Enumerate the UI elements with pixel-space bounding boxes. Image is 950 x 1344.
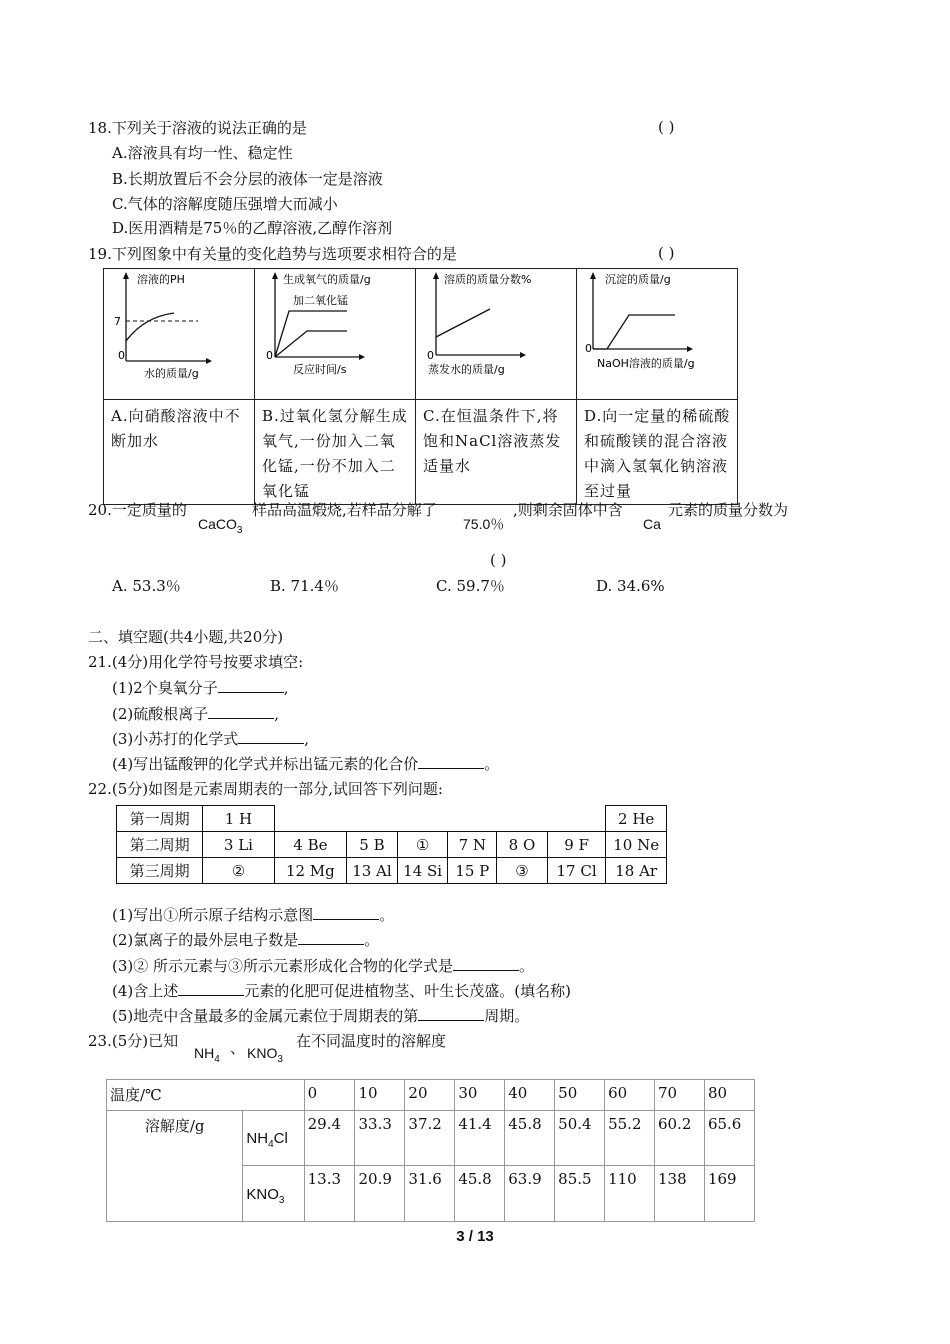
graph-c-caption: C.在恒温条件下,将饱和NaCl溶液蒸发适量水 bbox=[416, 400, 577, 505]
graph-a-caption: A.向硝酸溶液中不断加水 bbox=[104, 400, 255, 505]
q23-sep: 、 bbox=[230, 1039, 246, 1057]
graph-c-ylabel: 溶质的质量分数% bbox=[444, 273, 532, 286]
element-cell: 10 Ne bbox=[606, 832, 667, 858]
element-cell: 13 Al bbox=[347, 858, 398, 884]
q20-stem-c: ,则剩余固体中含 bbox=[513, 501, 623, 519]
table-gap bbox=[274, 806, 606, 832]
q20-option-d: D. 34.6% bbox=[596, 577, 665, 595]
element-cell: 2 He bbox=[606, 806, 667, 832]
element-cell: 5 B bbox=[347, 832, 398, 858]
answer-blank[interactable] bbox=[298, 930, 364, 945]
nh4cl-value: 29.4 bbox=[304, 1111, 355, 1166]
graph-d-ylabel: 沉淀的质量/g bbox=[605, 273, 671, 286]
q21-item-1: (1)2个臭氧分子 , bbox=[112, 679, 289, 697]
kno3-value: 85.5 bbox=[555, 1166, 605, 1222]
kno3-value: 20.9 bbox=[355, 1166, 405, 1222]
solubility-table bbox=[106, 1079, 755, 1222]
graph-a-cell bbox=[104, 269, 255, 400]
q21-item-3: (3)小苏打的化学式 , bbox=[112, 730, 310, 748]
nh4cl-label: $NH_4Cl$ bbox=[243, 1111, 304, 1166]
q20-stem-b: 样品高温煅烧,若样品分解了 bbox=[252, 501, 437, 519]
q22-item-5: (5)地壳中含量最多的金属元素位于周期表的第 周期。 bbox=[112, 1007, 530, 1025]
q20-answer-paren: ( ) bbox=[490, 551, 507, 569]
q22-item-4: (4)含上述 元素的化肥可促进植物茎、叶生长茂盛。(填名称) bbox=[112, 982, 571, 1000]
graph-b-note: 加二氧化锰 bbox=[293, 294, 348, 307]
q20-formula: CaCO$_3$ bbox=[198, 516, 243, 536]
kno3-label: $KNO_3$ bbox=[243, 1166, 304, 1222]
periodic-table bbox=[116, 805, 667, 884]
temp-value: 10 bbox=[355, 1080, 405, 1111]
graph-a-origin: 0 bbox=[118, 349, 125, 362]
element-cell-blank-1: ① bbox=[397, 832, 448, 858]
element-cell: 15 P bbox=[448, 858, 497, 884]
answer-blank[interactable] bbox=[418, 754, 484, 769]
temp-value: 80 bbox=[704, 1080, 754, 1111]
nh4cl-value: 50.4 bbox=[555, 1111, 605, 1166]
element-cell-blank-2: ② bbox=[203, 858, 274, 884]
q23-stem-b: 在不同温度时的溶解度 bbox=[296, 1032, 447, 1050]
q20-option-b: B. 71.4％ bbox=[270, 577, 339, 595]
kno3-value: 63.9 bbox=[505, 1166, 555, 1222]
kno3-value: 45.8 bbox=[455, 1166, 505, 1222]
temp-label: 温度/℃ bbox=[107, 1080, 305, 1111]
kno3-value: 13.3 bbox=[304, 1166, 355, 1222]
period-label: 第二周期 bbox=[117, 832, 203, 858]
q22-stem: 22.(5分)如图是元素周期表的一部分,试回答下列问题: bbox=[88, 780, 443, 798]
temp-value: 70 bbox=[655, 1080, 705, 1111]
q18-option-a: A.溶液具有均一性、稳定性 bbox=[112, 144, 293, 162]
nh4cl-value: 33.3 bbox=[355, 1111, 405, 1166]
period-label: 第一周期 bbox=[117, 806, 203, 832]
graph-a bbox=[104, 269, 254, 395]
q18-option-c: C.气体的溶解度随压强增大而减小 bbox=[112, 195, 338, 213]
graph-b-ylabel: 生成氧气的质量/g bbox=[283, 273, 371, 286]
q18-option-b: B.长期放置后不会分层的液体一定是溶液 bbox=[112, 170, 383, 188]
q20-percent: 75.0％ bbox=[463, 516, 505, 532]
temp-value: 30 bbox=[455, 1080, 505, 1111]
nh4cl-value: 45.8 bbox=[505, 1111, 555, 1166]
section2-title: 二、填空题(共4小题,共20分) bbox=[88, 628, 284, 646]
temp-value: 60 bbox=[605, 1080, 655, 1111]
graph-d bbox=[577, 269, 737, 395]
element-cell: 4 Be bbox=[274, 832, 347, 858]
period-label: 第三周期 bbox=[117, 858, 203, 884]
graph-d-caption: D.向一定量的稀硫酸和硫酸镁的混合溶液中滴入氢氧化钠溶液至过量 bbox=[577, 400, 738, 505]
q19-graph-table bbox=[103, 268, 738, 505]
q23-stem-a: 23.(5分)已知 bbox=[88, 1032, 179, 1050]
kno3-value: 31.6 bbox=[405, 1166, 455, 1222]
graph-d-cell bbox=[577, 269, 738, 400]
answer-blank[interactable] bbox=[418, 1006, 484, 1021]
q20-option-c: C. 59.7％ bbox=[436, 577, 505, 595]
answer-blank[interactable] bbox=[313, 905, 379, 920]
element-cell: 9 F bbox=[547, 832, 606, 858]
element-cell: 17 Cl bbox=[547, 858, 606, 884]
answer-blank[interactable] bbox=[218, 678, 284, 693]
nh4cl-value: 65.6 bbox=[704, 1111, 754, 1166]
q18-answer-paren: ( ) bbox=[658, 118, 675, 136]
element-cell: 12 Mg bbox=[274, 858, 347, 884]
q21-item-2: (2)硫酸根离子 , bbox=[112, 705, 280, 723]
nh4cl-value: 41.4 bbox=[455, 1111, 505, 1166]
nh4cl-value: 60.2 bbox=[655, 1111, 705, 1166]
graph-b bbox=[255, 269, 415, 395]
graph-d-origin: 0 bbox=[585, 342, 592, 355]
kno3-value: 110 bbox=[605, 1166, 655, 1222]
answer-blank[interactable] bbox=[238, 729, 304, 744]
element-cell: 1 H bbox=[203, 806, 274, 832]
graph-a-xlabel: 水的质量/g bbox=[144, 367, 199, 380]
element-cell: 3 Li bbox=[203, 832, 274, 858]
q22-item-3: (3)② 所示元素与③所示元素形成化合物的化学式是 。 bbox=[112, 957, 535, 975]
q23-formula-nh4: $NH_4$ bbox=[194, 1045, 220, 1065]
q18-option-d: D.医用酒精是75％的乙醇溶液,乙醇作溶剂 bbox=[112, 219, 393, 237]
graph-b-cell bbox=[255, 269, 416, 400]
solubility-label: 溶解度/g bbox=[107, 1111, 243, 1222]
q20-element: Ca bbox=[643, 516, 661, 532]
graph-d-xlabel: NaOH溶液的质量/g bbox=[597, 357, 695, 370]
answer-blank[interactable] bbox=[178, 981, 244, 996]
kno3-value: 169 bbox=[704, 1166, 754, 1222]
element-cell: 14 Si bbox=[397, 858, 448, 884]
temp-value: 20 bbox=[405, 1080, 455, 1111]
graph-a-seven: 7 bbox=[114, 315, 121, 328]
graph-c-cell bbox=[416, 269, 577, 400]
page-number: 3 / 13 bbox=[456, 1228, 494, 1245]
graph-c-origin: 0 bbox=[427, 349, 434, 362]
element-cell: 7 N bbox=[448, 832, 497, 858]
temp-value: 40 bbox=[505, 1080, 555, 1111]
graph-c-xlabel: 蒸发水的质量/g bbox=[428, 363, 505, 376]
q21-item-4: (4)写出锰酸钾的化学式并标出锰元素的化合价 。 bbox=[112, 755, 500, 773]
element-cell: 18 Ar bbox=[606, 858, 667, 884]
graph-c bbox=[416, 269, 576, 395]
q18-stem: 18.下列关于溶液的说法正确的是 bbox=[88, 119, 307, 137]
element-cell-blank-3: ③ bbox=[497, 858, 548, 884]
graph-b-caption: B.过氧化氢分解生成氧气,一份加入二氧化锰,一份不加入二氧化锰 bbox=[255, 400, 416, 505]
graph-a-ylabel: 溶液的PH bbox=[137, 273, 185, 286]
q20-option-a: A. 53.3％ bbox=[112, 577, 181, 595]
nh4cl-value: 37.2 bbox=[405, 1111, 455, 1166]
answer-blank[interactable] bbox=[453, 956, 519, 971]
kno3-value: 138 bbox=[655, 1166, 705, 1222]
q19-answer-paren: ( ) bbox=[658, 244, 675, 262]
q23-formula-kno3: $KNO_3$ bbox=[247, 1045, 283, 1065]
nh4cl-value: 55.2 bbox=[605, 1111, 655, 1166]
temp-value: 0 bbox=[304, 1080, 355, 1111]
q21-stem: 21.(4分)用化学符号按要求填空: bbox=[88, 653, 304, 671]
q22-item-1: (1)写出①所示原子结构示意图 。 bbox=[112, 906, 395, 924]
element-cell: 8 O bbox=[497, 832, 548, 858]
q20-stem-d: 元素的质量分数为 bbox=[668, 501, 789, 519]
temp-value: 50 bbox=[555, 1080, 605, 1111]
q19-stem: 19.下列图象中有关量的变化趋势与选项要求相符合的是 bbox=[88, 245, 457, 263]
graph-b-xlabel: 反应时间/s bbox=[293, 363, 347, 376]
graph-b-origin: 0 bbox=[266, 349, 273, 362]
q20-stem-a: 20.一定质量的 bbox=[88, 501, 187, 519]
q22-item-2: (2)氯离子的最外层电子数是 。 bbox=[112, 931, 380, 949]
answer-blank[interactable] bbox=[208, 704, 274, 719]
